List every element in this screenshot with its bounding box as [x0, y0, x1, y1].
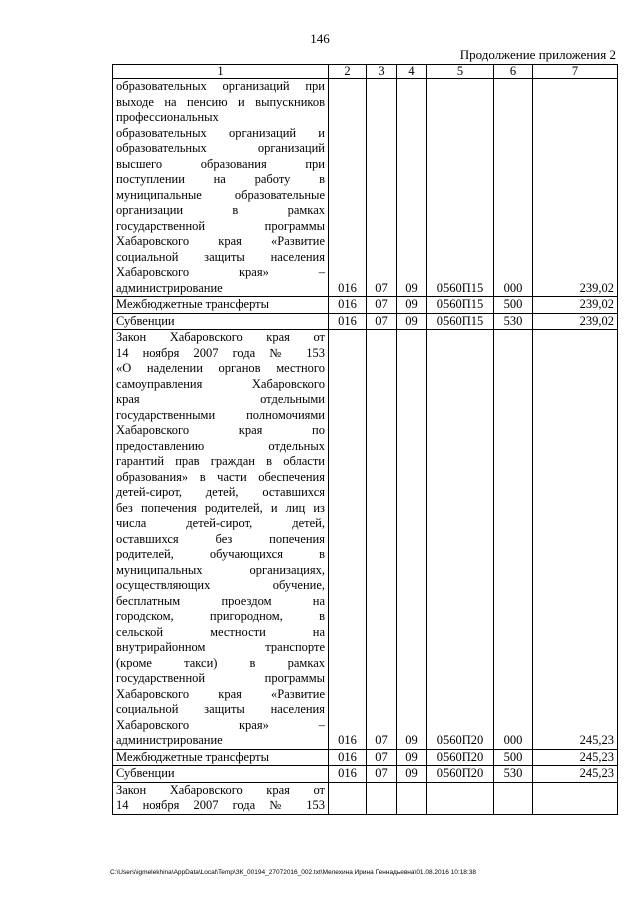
cell-vr: 000	[494, 79, 533, 297]
cell-grbs: 016	[329, 330, 367, 750]
cell-csr: 0560П15	[427, 297, 494, 314]
name-line: детей-сирот, детей, оставшихся	[116, 485, 325, 499]
name-line: самоуправления Хабаровского	[116, 376, 325, 391]
name-line: Хабаровского края по	[116, 423, 325, 437]
name-line: осуществляющих обучение,	[116, 578, 325, 592]
cell-pr: 09	[397, 79, 427, 297]
cell-pr: 09	[397, 330, 427, 750]
page-number: 146	[310, 31, 330, 46]
cell-empty	[329, 782, 367, 814]
file-path-footer: C:\Users\igmelekhina\AppData\Local\Temp\ЗК_00194_27072016_002.txt\Мелехина Ирина Геннадьевна\01.08.2016 10:18:38	[110, 869, 476, 876]
name-line: образовательных организаций	[116, 141, 325, 155]
cell-pr: 09	[397, 749, 427, 766]
name-line: бесплатным проездом на	[116, 593, 325, 608]
header-col-3: 3	[367, 65, 397, 79]
cell-vr: 000	[494, 330, 533, 750]
name-line: социальной защиты населения	[116, 702, 325, 716]
budget-table	[112, 64, 618, 815]
cell-csr: 0560П20	[427, 749, 494, 766]
cell-rz: 07	[367, 749, 397, 766]
name-line: выходе на пенсию и выпускников	[116, 94, 325, 109]
name-line: социальной защиты населения	[116, 249, 325, 264]
header-col-2: 2	[329, 65, 367, 79]
cell-amount: 239,02	[533, 313, 618, 330]
cell-csr: 0560П20	[427, 766, 494, 783]
name-line: поступлении на работу в	[116, 172, 325, 186]
name-line: края отдельными	[116, 392, 325, 406]
cell-amount: 245,23	[533, 749, 618, 766]
cell-empty	[427, 782, 494, 814]
name-line: Хабаровского края» –	[116, 717, 325, 732]
cell-vr: 500	[494, 749, 533, 766]
cell-pr: 09	[397, 766, 427, 783]
cell-csr: 0560П20	[427, 330, 494, 750]
cell-vr: 500	[494, 297, 533, 314]
table-row	[113, 79, 618, 297]
row-name-block3	[113, 782, 329, 814]
cell-rz: 07	[367, 766, 397, 783]
row-name: Межбюджетные трансферты	[113, 749, 329, 766]
header-col-4: 4	[397, 65, 427, 79]
table-row	[113, 330, 618, 750]
name-line: образовательных организаций и	[116, 125, 325, 140]
name-line: муниципальных организациях,	[116, 562, 325, 577]
cell-amount: 239,02	[533, 79, 618, 297]
name-line: образовательных организаций при	[116, 79, 325, 93]
name-line: числа детей-сирот, детей,	[116, 516, 325, 530]
table-row	[113, 782, 618, 814]
name-line: сельской местности на	[116, 624, 325, 639]
cell-grbs: 016	[329, 79, 367, 297]
cell-empty	[397, 782, 427, 814]
table-row	[113, 749, 618, 766]
cell-rz: 07	[367, 79, 397, 297]
cell-grbs: 016	[329, 313, 367, 330]
table-row	[113, 766, 618, 783]
header-col-7: 7	[533, 65, 618, 79]
cell-grbs: 016	[329, 766, 367, 783]
name-line: «О наделении органов местного	[116, 361, 325, 375]
name-line: Закон Хабаровского края от	[116, 330, 325, 344]
name-line: гарантий прав граждан в области	[116, 454, 325, 468]
name-line: администрирование	[116, 280, 223, 295]
row-name: Субвенции	[113, 313, 329, 330]
name-line: внутрирайонном транспорте	[116, 640, 325, 654]
header-col-6: 6	[494, 65, 533, 79]
row-name: Субвенции	[113, 766, 329, 783]
header-col-5: 5	[427, 65, 494, 79]
name-line: образования» в части обеспечения	[116, 469, 325, 484]
name-line: организации в рамках	[116, 203, 325, 217]
name-line: 14 ноября 2007 года № 153	[116, 345, 325, 360]
row-name: Межбюджетные трансферты	[113, 297, 329, 314]
name-line: 14 ноября 2007 года № 153	[116, 798, 325, 812]
name-line: профессиональных	[116, 110, 219, 124]
name-line: предоставлению отдельных	[116, 438, 325, 453]
name-line: Хабаровского края» –	[116, 265, 325, 279]
name-line: высшего образования при	[116, 156, 325, 171]
cell-rz: 07	[367, 313, 397, 330]
name-line: (кроме такси) в рамках	[116, 655, 325, 670]
name-line: государственной программы	[116, 218, 325, 233]
cell-pr: 09	[397, 313, 427, 330]
table-row	[113, 313, 618, 330]
name-line: муниципальные образовательные	[116, 187, 325, 202]
table-row	[113, 297, 618, 314]
cell-pr: 09	[397, 297, 427, 314]
row-name-block2	[113, 330, 329, 750]
cell-rz: 07	[367, 330, 397, 750]
continuation-label: Продолжение приложения 2	[459, 47, 616, 62]
cell-empty	[533, 782, 618, 814]
name-line: без попечения родителей, и лиц из	[116, 500, 325, 515]
name-line: государственной программы	[116, 671, 325, 685]
name-line: администрирование	[116, 733, 223, 747]
header-row	[113, 65, 618, 79]
header-col-1: 1	[113, 65, 329, 79]
cell-amount: 245,23	[533, 330, 618, 750]
cell-vr: 530	[494, 766, 533, 783]
row-name-block1	[113, 79, 329, 297]
cell-empty	[367, 782, 397, 814]
name-line: оставшихся без попечения	[116, 531, 325, 546]
cell-csr: 0560П15	[427, 313, 494, 330]
cell-amount: 245,23	[533, 766, 618, 783]
cell-amount: 239,02	[533, 297, 618, 314]
name-line: Хабаровского края «Развитие	[116, 686, 325, 701]
cell-vr: 530	[494, 313, 533, 330]
name-line: городском, пригородном, в	[116, 609, 325, 623]
name-line: Хабаровского края «Развитие	[116, 234, 325, 248]
name-line: государственными полномочиями	[116, 407, 325, 422]
cell-empty	[494, 782, 533, 814]
name-line: родителей, обучающихся в	[116, 547, 325, 561]
cell-grbs: 016	[329, 297, 367, 314]
cell-csr: 0560П15	[427, 79, 494, 297]
cell-grbs: 016	[329, 749, 367, 766]
name-line: Закон Хабаровского края от	[116, 782, 325, 797]
cell-rz: 07	[367, 297, 397, 314]
